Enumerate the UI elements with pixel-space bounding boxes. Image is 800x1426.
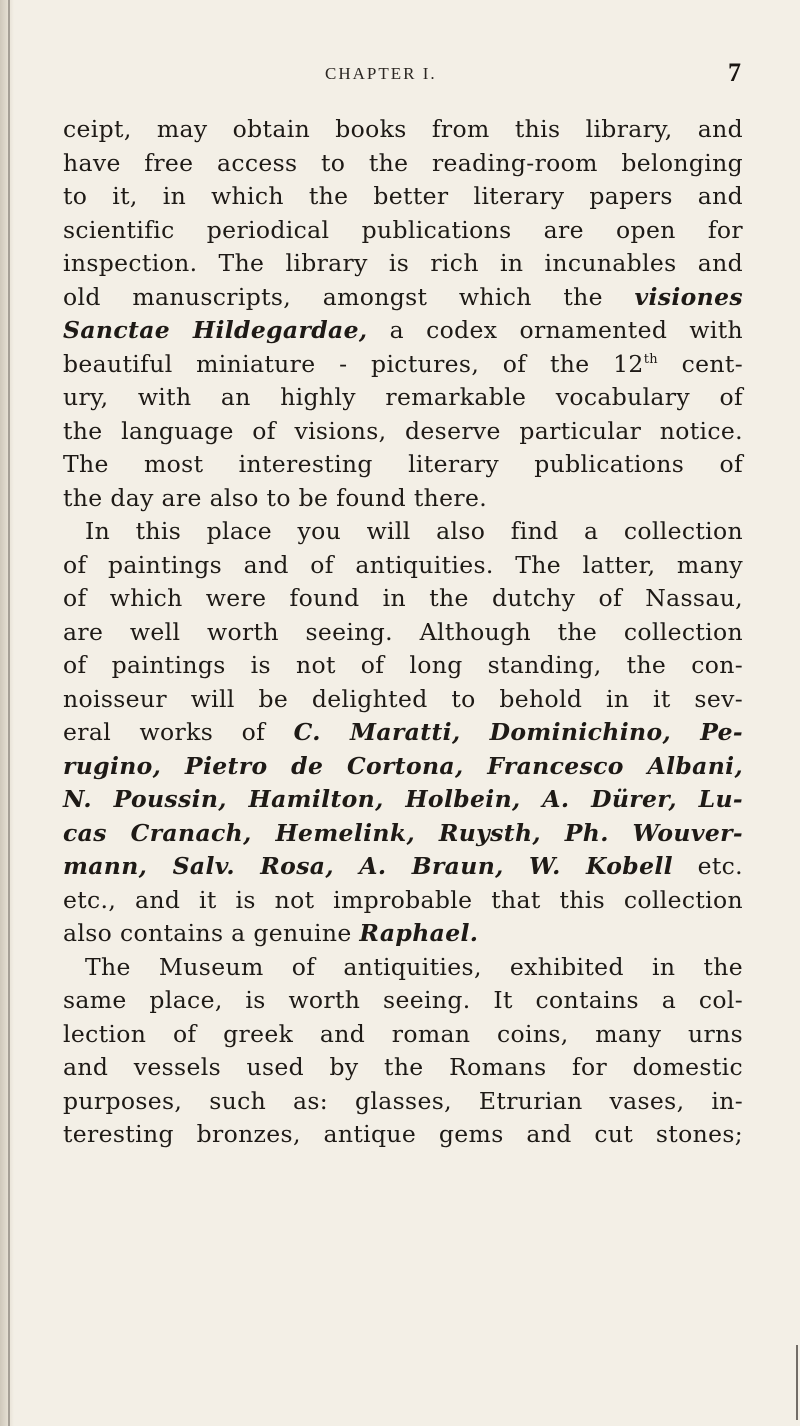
running-head: CHAPTER I.	[325, 64, 437, 83]
text-line	[63, 850, 743, 884]
text-line	[63, 482, 743, 516]
text-line	[63, 917, 743, 951]
italic-text: cas Cranach, Hemelink, Ruysth, Ph. Wouver-	[63, 818, 743, 847]
line-text: etc.	[672, 852, 743, 880]
text-line	[63, 113, 743, 147]
text-line	[63, 884, 743, 918]
line-text: same place, is worth seeing. It contains a col-	[63, 986, 743, 1014]
text-line	[63, 147, 743, 181]
text-line	[63, 716, 743, 750]
line-text: The most interesting literary publications of	[63, 450, 743, 478]
text-line	[63, 783, 743, 817]
line-text: The Museum of antiquities, exhibited in the	[85, 952, 743, 981]
italic-text: Raphael.	[359, 919, 479, 947]
line-text: etc., and it is not improbable that this collection	[63, 885, 743, 914]
text-line	[63, 180, 743, 214]
line-text: beautiful miniature - pictures, of the 12	[63, 349, 644, 378]
superscript: th	[643, 351, 659, 367]
text-line	[63, 314, 743, 348]
text-line	[63, 214, 743, 248]
text-line	[63, 381, 743, 415]
text-line	[63, 1085, 743, 1119]
line-text: of paintings and of antiquities. The latter, many	[63, 550, 743, 579]
line-text: inspection. The library is rich in incunables and	[63, 249, 743, 277]
page-binding-edge	[8, 0, 10, 1426]
italic-text: N. Poussin, Hamilton, Holbein, A. Dürer, Lu-	[63, 785, 743, 813]
line-text: lection of greek and roman coins, many urns	[63, 1019, 743, 1048]
text-line	[63, 683, 743, 717]
line-text: ury, with an highly remarkable vocabulary of	[63, 383, 743, 411]
line-text: scientific periodical publications are open for	[63, 215, 743, 244]
line-text: have free access to the reading-room belonging	[63, 148, 743, 177]
line-text: and vessels used by the Romans for domestic	[63, 1053, 743, 1081]
line-text: In this place you will also find a collection	[85, 517, 743, 545]
italic-text: rugino, Pietro de Cortona, Francesco Albani,	[63, 751, 743, 780]
text-line	[63, 1051, 743, 1085]
text-line	[63, 582, 743, 616]
text-line	[63, 448, 743, 482]
page-header	[0, 58, 800, 94]
text-line	[63, 817, 743, 851]
text-line	[63, 1018, 743, 1052]
text-line	[63, 1118, 743, 1152]
body-text	[63, 113, 743, 1152]
text-line	[63, 616, 743, 650]
text-line	[63, 281, 743, 315]
italic-text: Sanctae Hildegardae,	[63, 316, 368, 344]
line-text: cent-	[658, 349, 743, 378]
italic-text: C. Maratti, Dominichino, Pe-	[293, 718, 743, 746]
text-line	[63, 515, 743, 549]
page-number: 7	[728, 58, 741, 87]
line-text: of which were found in the dutchy of Nassau,	[63, 584, 743, 612]
line-text: to it, in which the better literary papers and	[63, 182, 743, 210]
line-text: purposes, such as: glasses, Etrurian vases, in-	[63, 1086, 743, 1115]
text-line	[63, 984, 743, 1018]
line-text: a codex ornamented with	[367, 316, 743, 344]
text-line	[63, 951, 743, 985]
italic-text: visiones	[634, 282, 743, 311]
text-line	[63, 348, 743, 382]
line-text: also contains a genuine	[63, 919, 360, 947]
line-text: of paintings is not of long standing, the con-	[63, 651, 743, 679]
line-text: are well worth seeing. Although the collection	[63, 617, 743, 646]
page-edge-mark	[796, 1345, 798, 1420]
text-line	[63, 649, 743, 683]
text-line	[63, 415, 743, 449]
line-text: ceipt, may obtain books from this library, and	[63, 115, 743, 143]
line-text: old manuscripts, amongst which the	[63, 282, 635, 311]
line-text: teresting bronzes, antique gems and cut stones;	[63, 1120, 743, 1148]
line-text: the language of visions, deserve particular notice.	[63, 416, 743, 445]
line-text: the day are also to be found there.	[63, 483, 488, 512]
text-line	[63, 750, 743, 784]
text-line	[63, 549, 743, 583]
line-text: eral works of	[63, 718, 294, 746]
page-gutter-shadow	[0, 0, 14, 1426]
text-line	[63, 247, 743, 281]
italic-text: mann, Salv. Rosa, A. Braun, W. Kobell	[63, 852, 673, 880]
line-text: noisseur will be delighted to behold in it sev-	[63, 684, 743, 713]
